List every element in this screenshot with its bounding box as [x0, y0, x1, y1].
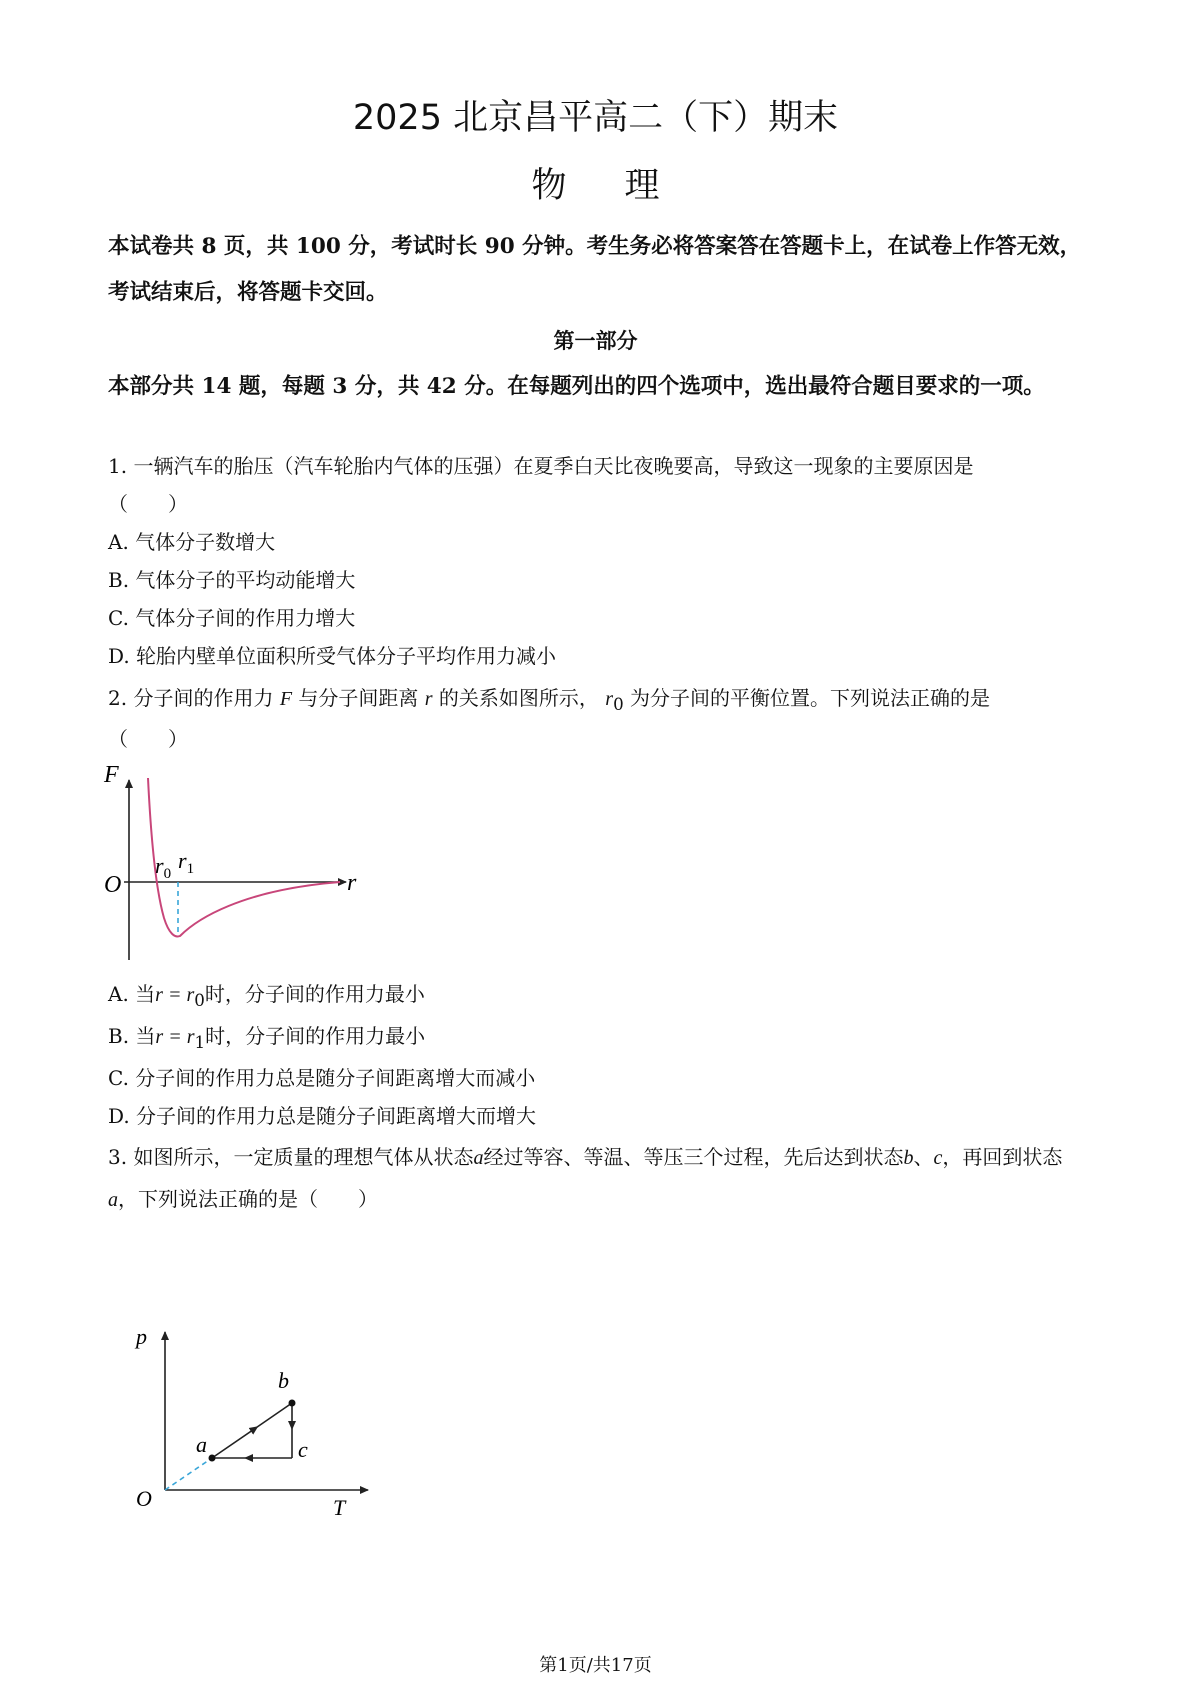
- question-2-stem-text-4: 为分子间的平衡位置。下列说法正确的是: [630, 686, 991, 710]
- page-footer: 第1页/共17页: [539, 1655, 652, 1676]
- point-a-label: a: [196, 1432, 207, 1457]
- point-c-label: c: [298, 1437, 308, 1462]
- question-2-option-d: D. 分子间的作用力总是随分子间距离增大而增大: [108, 1104, 537, 1128]
- state-a: a: [473, 1147, 484, 1169]
- pressure-temperature-graph: [130, 1320, 390, 1520]
- question-2-stem-text-3: 的关系如图所示，: [438, 686, 599, 710]
- pt-origin-label: O: [136, 1486, 152, 1511]
- force-curve: [148, 778, 340, 936]
- force-origin-label: O: [104, 872, 122, 898]
- question-2-option-b: B. 当$r = r_1$时，分子间的作用力最小: [108, 1024, 426, 1052]
- option-a-equation: r = r: [155, 984, 195, 1006]
- variable-r: r: [424, 688, 433, 710]
- force-x-label: r: [347, 870, 357, 896]
- option-b-equation: r = r: [155, 1026, 195, 1048]
- question-2-stem-text-2: 与分子间距离: [298, 686, 419, 710]
- variable-r0-subscript: 0: [613, 695, 624, 714]
- page-title: 2025 北京昌平高二（下）期末: [352, 98, 839, 138]
- process-a-to-b: [212, 1403, 292, 1458]
- point-b-label: b: [278, 1368, 289, 1393]
- part-description: 本部分共 14 题，每题 3 分，共 42 分。在每题列出的四个选项中，选出最符合题目要求的一项。: [108, 374, 1045, 399]
- origin-dashed-line: [165, 1458, 212, 1490]
- question-1-option-b: B. 气体分子的平均动能增大: [108, 568, 356, 592]
- pt-y-label: p: [136, 1324, 147, 1349]
- question-2-option-a: A. 当$r = r_0$时，分子间的作用力最小: [108, 982, 425, 1010]
- question-3-stem: 3. 如图所示，一定质量的理想气体从状态a经过等容、等温、等压三个过程，先后达到状态b、c，再回到状态a，下列说法正确的是（ ）: [108, 1145, 1063, 1211]
- r1-label: $r_1$: [178, 848, 195, 877]
- question-2-option-c: C. 分子间的作用力总是随分子间距离增大而减小: [108, 1066, 536, 1090]
- pt-x-label: T: [333, 1495, 346, 1520]
- variable-F: F: [279, 688, 293, 710]
- exam-instructions: 本试卷共 8 页，共 100 分，考试时长 90 分钟。考生务必将答案答在答题卡上，在试卷上作答无效，考试结束后，将答题卡交回。: [108, 234, 1082, 305]
- state-a-return: a: [108, 1189, 118, 1211]
- state-c: c: [933, 1147, 943, 1169]
- state-b: b: [903, 1147, 914, 1169]
- point-a-dot: [209, 1455, 216, 1462]
- r0-label: $r_0$: [155, 853, 172, 882]
- question-2-paren: （ ）: [108, 727, 188, 751]
- variable-r0: r: [605, 688, 614, 710]
- question-2-stem: [108, 682, 990, 714]
- question-1-option-d: D. 轮胎内壁单位面积所受气体分子平均作用力减小: [108, 644, 557, 668]
- subject-title: 物理: [531, 166, 718, 206]
- question-1-option-c: C. 气体分子间的作用力增大: [108, 606, 356, 630]
- point-b-dot: [289, 1400, 296, 1407]
- question-1-option-a: A. 气体分子数增大: [108, 530, 276, 554]
- force-distance-graph: [100, 760, 370, 965]
- question-1-paren: （ ）: [108, 492, 188, 516]
- question-2-stem-text-1: 2. 分子间的作用力: [108, 686, 274, 710]
- part-title: 第一部分: [553, 328, 638, 353]
- question-1-stem: 1. 一辆汽车的胎压（汽车轮胎内气体的压强）在夏季白天比夜晚要高，导致这一现象的主要原因是: [108, 454, 974, 478]
- force-y-label: F: [104, 762, 119, 788]
